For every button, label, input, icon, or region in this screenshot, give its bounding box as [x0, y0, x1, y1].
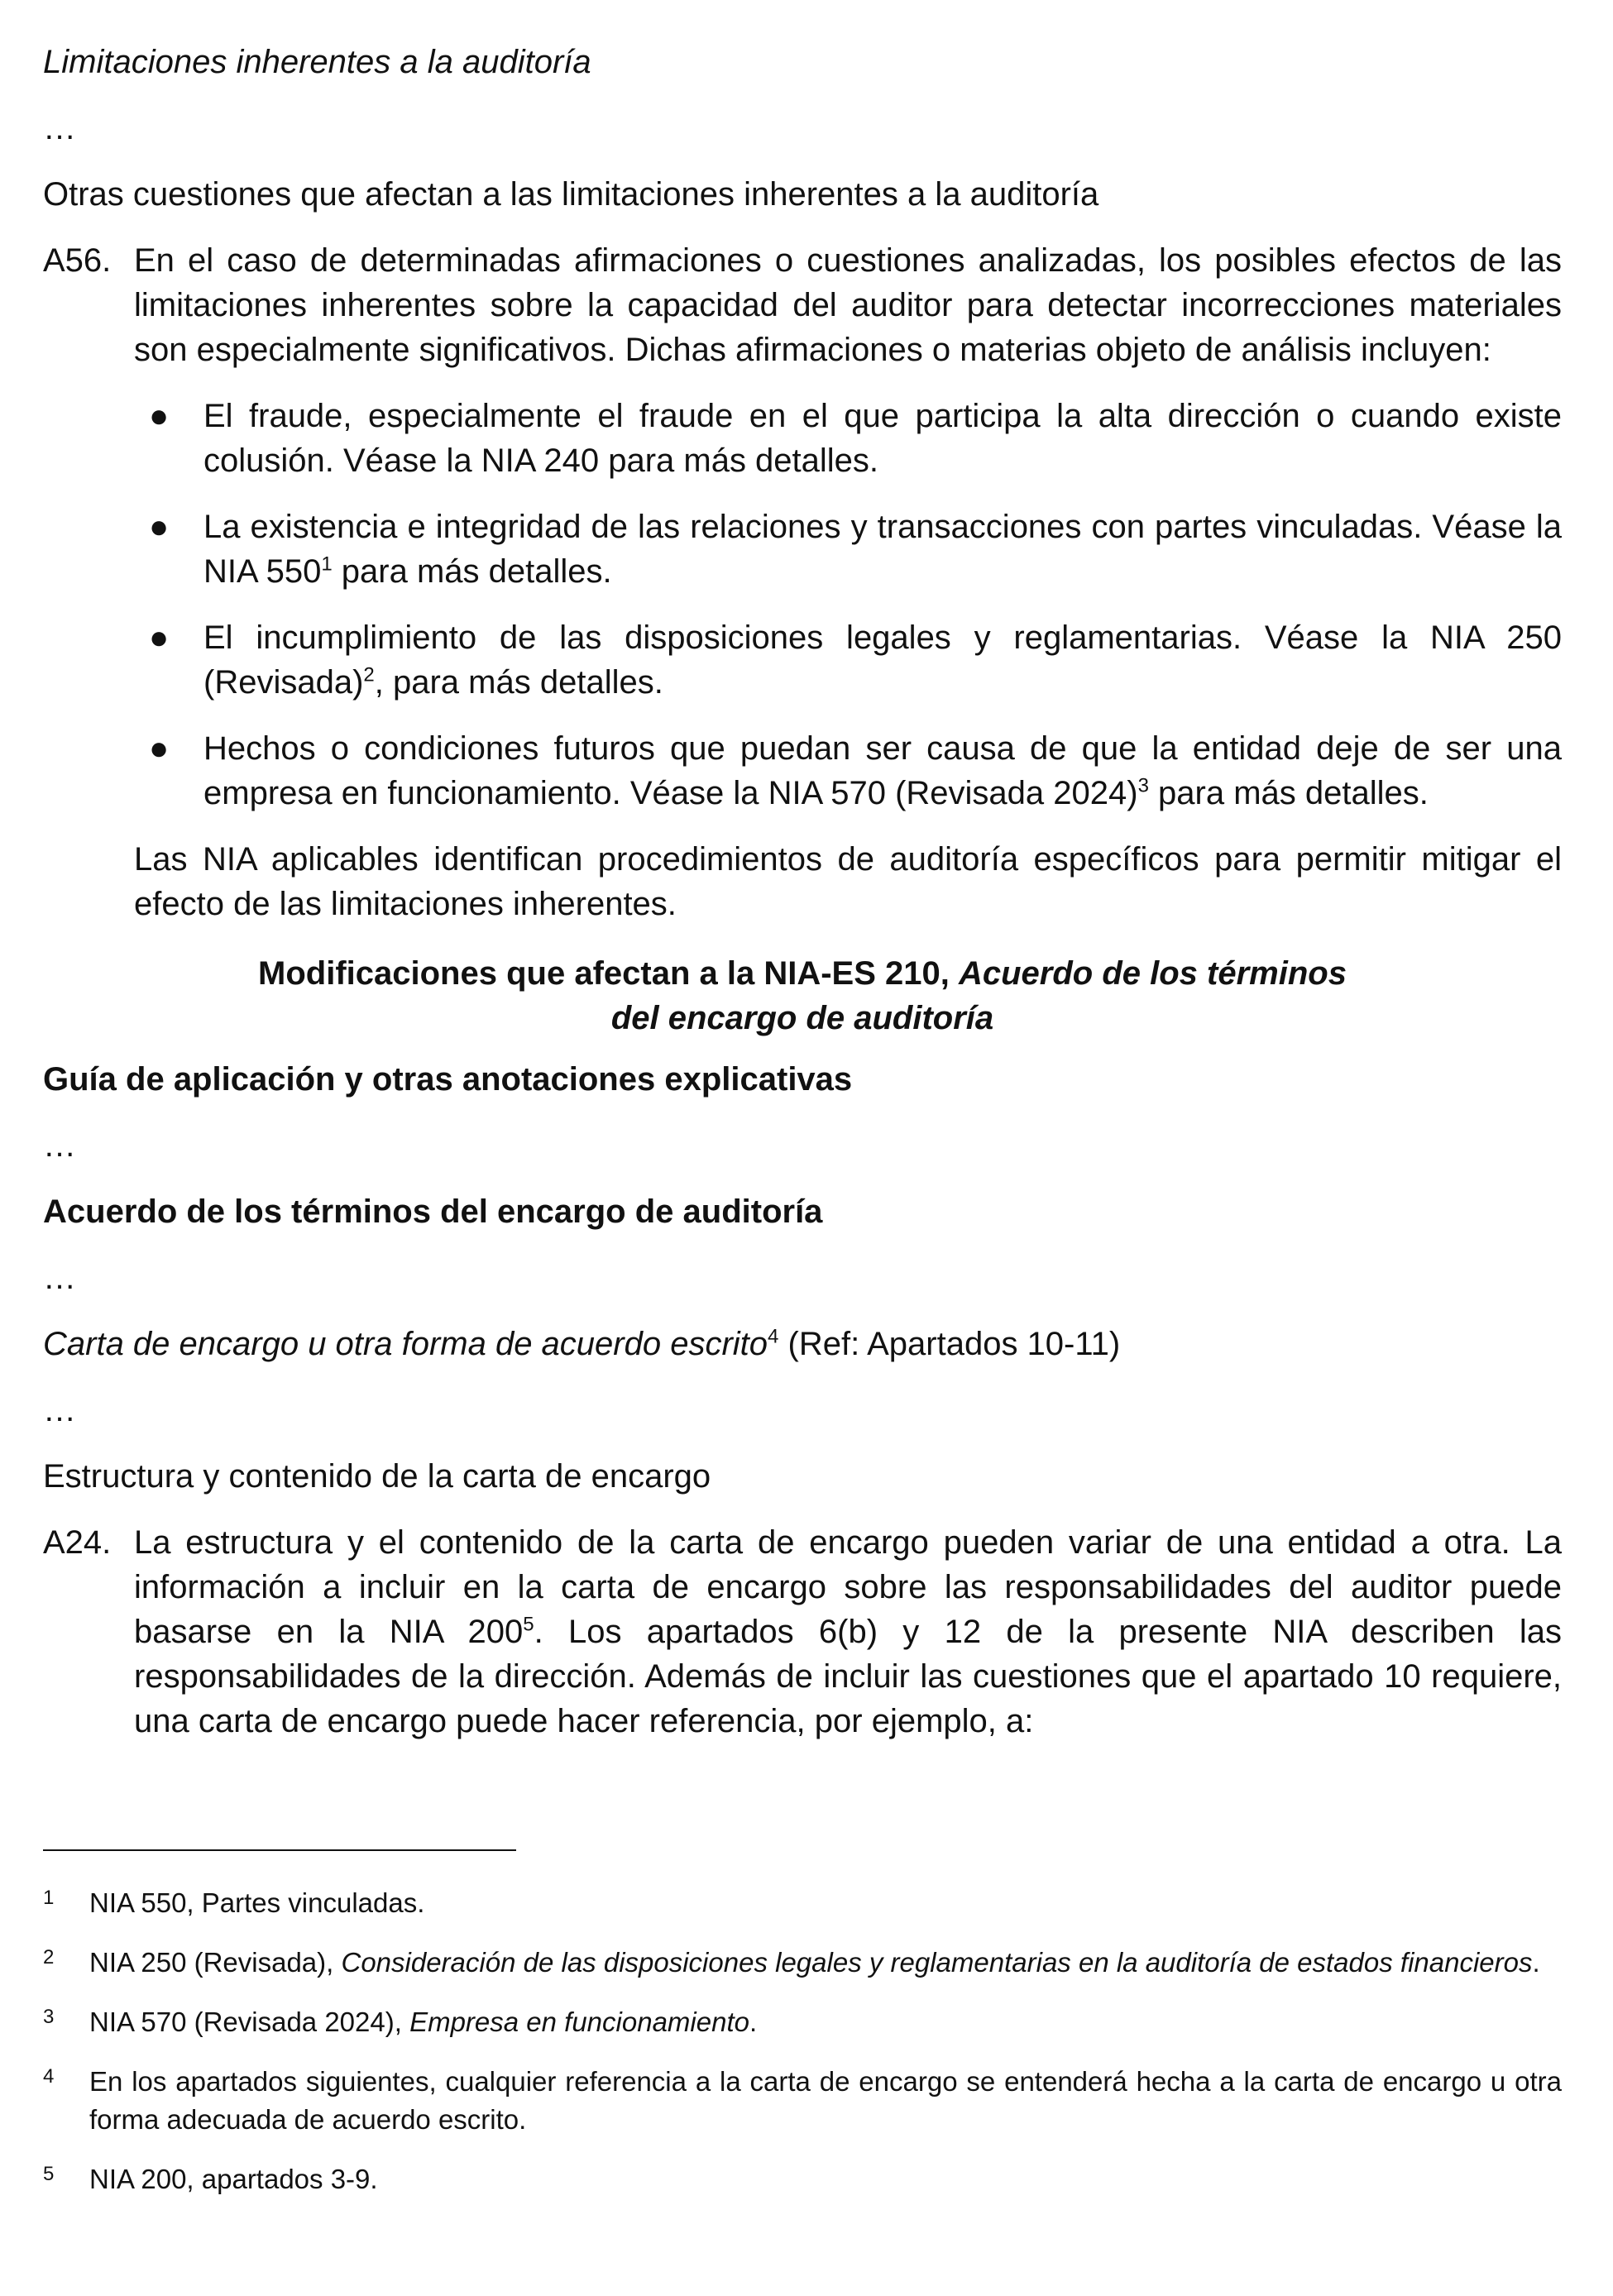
footnote-ref: 2: [363, 663, 375, 686]
title-italic-part: Acuerdo de los términos: [958, 955, 1347, 992]
bullet-text-part: para más detalles.: [332, 553, 612, 590]
section-title-nia-210: [43, 951, 1562, 1040]
bullet-text: [203, 505, 1562, 594]
bullet-icon: ●: [149, 730, 170, 767]
footnote-text: En los apartados siguientes, cualquier referencia a la carta de encargo se entenderá hecha a la carta de encargo u otra forma adecuada de acuerdo escrito.: [89, 2066, 1562, 2135]
title-italic-line2: del encargo de auditoría: [610, 1000, 994, 1036]
paragraph-text-part: La estructura y el contenido de la carta de encargo pueden variar de una entidad a otra. La información a incluir en la carta de encargo sobre las responsabilidades del auditor puede basarse en la NIA 200: [134, 1524, 1562, 1650]
bullet-text-part: El incumplimiento de las disposiciones legales y reglamentarias. Véase la NIA 250 (Revisada): [203, 619, 1562, 701]
section-heading-inherent-limitations: Limitaciones inherentes a la auditoría: [43, 44, 591, 80]
footnote-text-part: .: [749, 2007, 758, 2037]
ellipsis: …: [43, 1392, 76, 1428]
footnote-text: [89, 1944, 1562, 1982]
footnote-item: [43, 2003, 1562, 2041]
guide-heading: Guía de aplicación y otras anotaciones explicativas: [43, 1061, 853, 1098]
title-bold-part: Modificaciones que afectan a la NIA-ES 210,: [258, 955, 959, 992]
bullet-text-part: , para más detalles.: [374, 664, 663, 701]
footnote-text: [89, 2003, 1562, 2041]
footnote-number: 3: [43, 2006, 55, 2028]
ellipsis: …: [43, 110, 76, 146]
agreement-heading: Acuerdo de los términos del encargo de auditoría: [43, 1193, 823, 1230]
footnotes: [43, 1884, 1562, 2220]
subheading-other-matters: Otras cuestiones que afectan a las limitaciones inherentes a la auditoría: [43, 176, 1099, 213]
structure-heading: Estructura y contenido de la carta de encargo: [43, 1458, 711, 1495]
bullet-icon: ●: [149, 398, 170, 434]
paragraph-a24: [43, 1520, 1562, 1744]
footnote-text: NIA 200, apartados 3-9.: [89, 2164, 378, 2194]
footnote-ref: 4: [768, 1325, 779, 1348]
footnote-item: [43, 1884, 1562, 1922]
bullet-icon: ●: [149, 619, 170, 656]
footnote-text-part: NIA 570 (Revisada 2024),: [89, 2007, 410, 2037]
footnote-ref: 5: [523, 1613, 534, 1636]
bullet-text-part: para más detalles.: [1148, 775, 1429, 811]
ellipsis: …: [43, 1127, 76, 1164]
footnote-item: [43, 2160, 1562, 2198]
bullet-text: El fraude, especialmente el fraude en el que participa la alta dirección o cuando existe colusión. Véase la NIA 240 para más detalles.: [203, 398, 1562, 479]
bullet-text: [203, 615, 1562, 705]
footnote-ref: 3: [1137, 774, 1149, 797]
paragraph-text: En el caso de determinadas afirmaciones o cuestiones analizadas, los posibles efectos de las limitaciones inherentes sobre la capacidad del auditor para detectar incorrecciones materiales son especialmente significativos. Dichas afirmaciones o materias objeto de análisis incluyen:: [134, 242, 1562, 368]
footnote-number: 5: [43, 2163, 55, 2185]
list-item: [134, 394, 1562, 483]
document-page: [43, 40, 1562, 1744]
footnote-text-part: .: [1532, 1947, 1540, 1978]
footnote-divider: [43, 1849, 516, 1851]
footnote-title: Empresa en funcionamiento: [409, 2007, 749, 2037]
footnote-title: Consideración de las disposiciones legales y reglamentarias en la auditoría de estados financieros: [341, 1947, 1533, 1978]
paragraph-text: [134, 1520, 1562, 1744]
footnote-number: 4: [43, 2065, 55, 2088]
paragraph-a56: [43, 238, 1562, 372]
bullet-text-part: La existencia e integridad de las relaciones y transacciones con partes vinculadas. Véase la NIA 550: [203, 509, 1562, 590]
list-item: [134, 726, 1562, 816]
ellipsis: …: [43, 1260, 76, 1296]
bullet-icon: ●: [149, 509, 170, 545]
letter-heading-italic: Carta de encargo u otra forma de acuerdo escrito: [43, 1326, 768, 1362]
footnote-item: [43, 1944, 1562, 1982]
list-item: [134, 615, 1562, 705]
paragraph-number: A56.: [43, 242, 112, 279]
footnote-item: [43, 2063, 1562, 2139]
footnote-number: 2: [43, 1946, 55, 1968]
footnote-number: 1: [43, 1887, 55, 1909]
closing-paragraph: Las NIA aplicables identifican procedimientos de auditoría específicos para permitir mitigar el efecto de las limitaciones inherentes.: [134, 841, 1562, 922]
letter-heading: [43, 1322, 1562, 1366]
list-item: [134, 505, 1562, 594]
paragraph-text-part: . Los apartados 6(b) y 12 de la presente NIA describen las responsabilidades de la dirección. Además de incluir las cuestiones que el apartado 10 requiere, una carta de encargo puede hacer referencia, por ejemplo, a:: [134, 1614, 1563, 1739]
letter-heading-ref: (Ref: Apartados 10-11): [778, 1326, 1121, 1362]
footnote-text-part: NIA 250 (Revisada),: [89, 1947, 342, 1978]
bullet-list: [43, 394, 1562, 816]
paragraph-number: A24.: [43, 1524, 112, 1561]
footnote-ref: 1: [321, 552, 333, 576]
footnote-text: NIA 550, Partes vinculadas.: [89, 1887, 425, 1918]
bullet-text-part: Hechos o condiciones futuros que puedan ser causa de que la entidad deje de ser una empresa en funcionamiento. Véase la NIA 570 (Revisada 2024): [203, 730, 1562, 811]
bullet-text: [203, 726, 1562, 816]
